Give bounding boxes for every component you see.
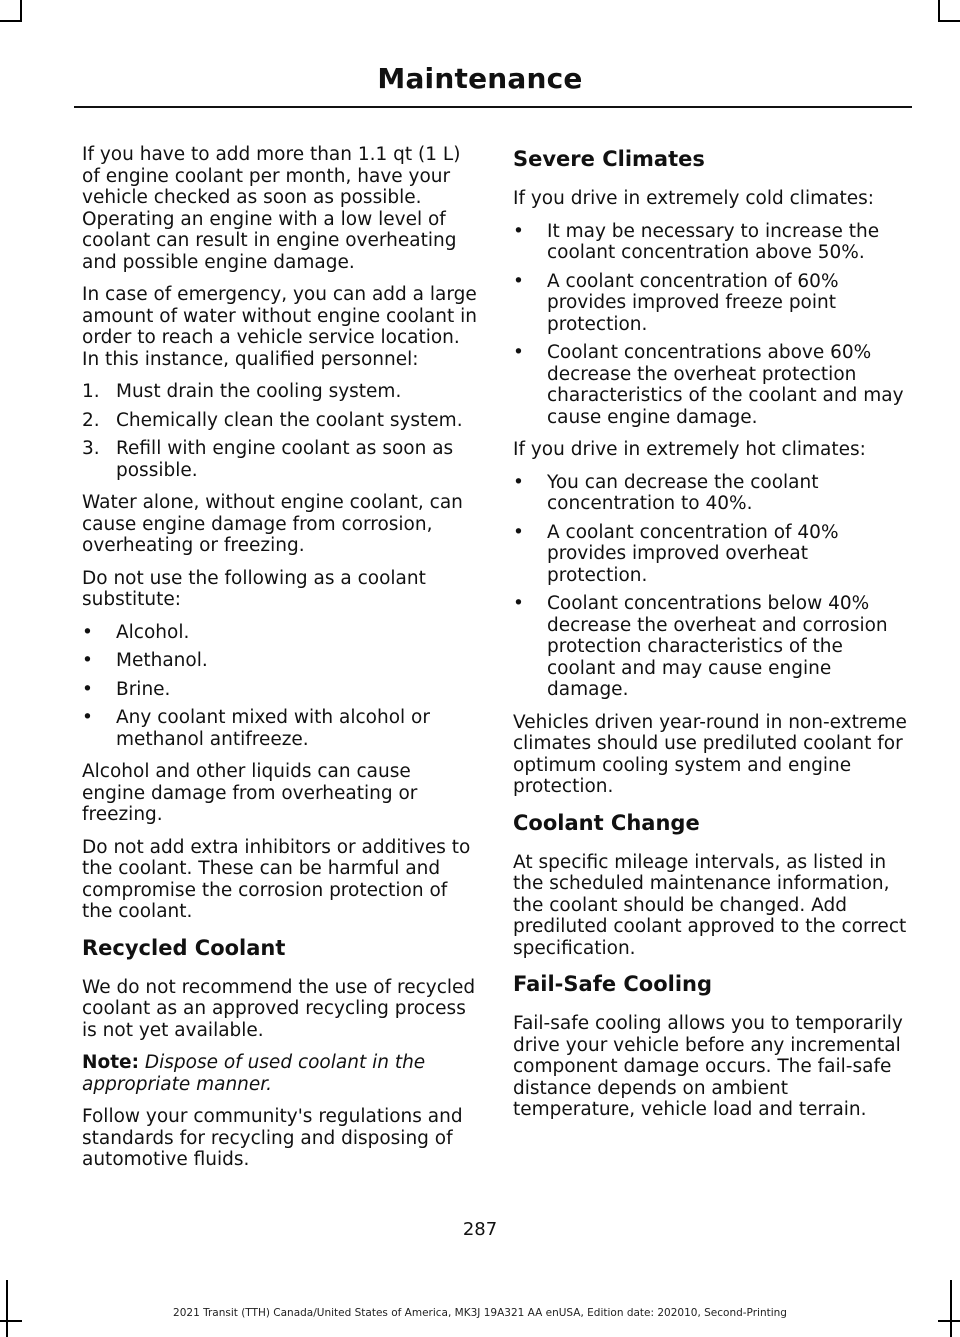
list-item [513,342,913,428]
paragraph-coolant-change: At specific mileage intervals, as listed in the scheduled maintenance information, the coolant should be changed. Add prediluted coolant approved to the correct specification. [513,851,907,959]
list-item-text: Methanol. [116,650,208,671]
paragraph-cold-intro: If you drive in extremely cold climates: [513,188,874,209]
page-footer: 2021 Transit (TTH) Canada/United States of America, MK3J 19A321 AA enUSA, Edition date: 202010, Second-Printing [173,1307,787,1319]
bullet: • [82,650,93,671]
paragraph-emergency: In case of emergency, you can add a large amount of water without engine coolant in order to reach a vehicle service location. In this instance, qualified personnel: [82,284,477,370]
list-item [82,650,477,672]
step-number: 1. [82,381,100,402]
bullet: • [82,621,93,643]
bullet: • [82,707,93,728]
list-item-text: Brine. [116,678,171,700]
list-item-text: Any coolant mixed with alcohol or methanol antifreeze. [116,707,430,750]
list-item [82,707,477,750]
step-number: 2. [82,409,100,431]
page-number: 287 [462,1219,498,1240]
substitutes-list [82,622,477,751]
bullet: • [513,593,524,614]
paragraph-recycled: We do not recommend the use of recycled coolant as an approved recycling process is not yet available. [82,976,476,1041]
list-item [82,679,477,701]
step-text: Chemically clean the coolant system. [116,409,463,431]
step-text: Must drain the cooling system. [116,381,402,402]
list-item-text: You can decrease the coolant concentration to 40%. [547,471,819,514]
paragraph-alcohol-damage: Alcohol and other liquids can cause engine damage from overheating or freezing. [82,761,418,825]
header-rule [74,106,912,108]
heading-recycled-coolant: Recycled Coolant [82,935,286,960]
list-item [82,622,477,644]
paragraph-hot-intro: If you drive in extremely hot climates: [513,439,866,460]
crop-mark-top-left [20,0,22,22]
page-title: Maintenance [377,62,583,95]
bullet: • [513,342,524,363]
crop-mark-top-right-h [938,20,960,22]
list-item-text: A coolant concentration of 60% provides improved freeze point protection. [547,270,839,335]
step-text: Refill with engine coolant as soon as possible. [116,438,454,481]
list-item-text: Coolant concentrations below 40% decrease the overheat and corrosion protection characteristics of the coolant and may cause engine damage. [547,593,888,700]
heading-fail-safe-cooling: Fail-Safe Cooling [513,972,713,996]
crop-mark-bottom-left-h [0,1320,22,1322]
heading-coolant-change: Coolant Change [513,810,700,835]
bullet: • [513,471,524,493]
right-column [513,144,913,1132]
paragraph-fail-safe: Fail-safe cooling allows you to temporarily drive your vehicle before any incremental component damage occurs. The fail-safe distance depends on ambient temperature, vehicle load and terrain. [513,1013,903,1120]
list-item-text: Coolant concentrations above 60% decrease the overheat protection characteristics of the coolant and may cause engine damage. [547,342,904,428]
hot-climate-list [513,472,913,701]
heading-severe-climates: Severe Climates [513,147,705,171]
list-item [513,271,913,336]
left-column [82,144,477,1182]
page-header [0,62,960,96]
paragraph-water-alone: Water alone, without engine coolant, can cause engine damage from corrosion, overheating or freezing. [82,492,463,556]
note-text: Dispose of used coolant in the appropriate manner. [82,1052,426,1095]
paragraph-coolant-amount: If you have to add more than 1.1 qt (1 L) of engine coolant per month, have your vehicle checked as soon as possible. Operating an engine with a low level of coolant can result in engine overheating and possible engine damage. [82,144,461,273]
crop-mark-top-left-h [0,20,22,22]
list-item [513,593,913,701]
paragraph-additives: Do not add extra inhibitors or additives to the coolant. These can be harmful and compromise the corrosion protection of the coolant. [82,836,471,922]
list-item-text: A coolant concentration of 40% provides improved overheat protection. [547,521,839,586]
list-item [513,221,913,264]
list-item [513,522,913,587]
list-item [513,472,913,515]
list-item [82,381,477,403]
bullet: • [513,521,524,543]
paragraph-year-round: Vehicles driven year-round in non-extreme climates should use prediluted coolant for optimum cooling system and engine protection. [513,711,907,797]
note-label: Note: [82,1052,139,1073]
bullet: • [82,678,93,700]
list-item-text: It may be necessary to increase the coolant concentration above 50%. [547,220,880,263]
step-number: 3. [82,438,100,459]
crop-mark-top-right [938,0,940,22]
emergency-steps-list [82,381,477,481]
list-item [82,410,477,432]
list-item [82,438,477,481]
note [82,1052,477,1095]
bullet: • [513,270,524,292]
crop-mark-bottom-right-h [938,1320,960,1322]
list-item-text: Alcohol. [116,621,190,643]
cold-climate-list [513,221,913,429]
paragraph-substitute-intro: Do not use the following as a coolant substitute: [82,567,426,610]
bullet: • [513,220,524,242]
paragraph-regulations: Follow your community's regulations and standards for recycling and disposing of automotive fluids. [82,1106,463,1170]
